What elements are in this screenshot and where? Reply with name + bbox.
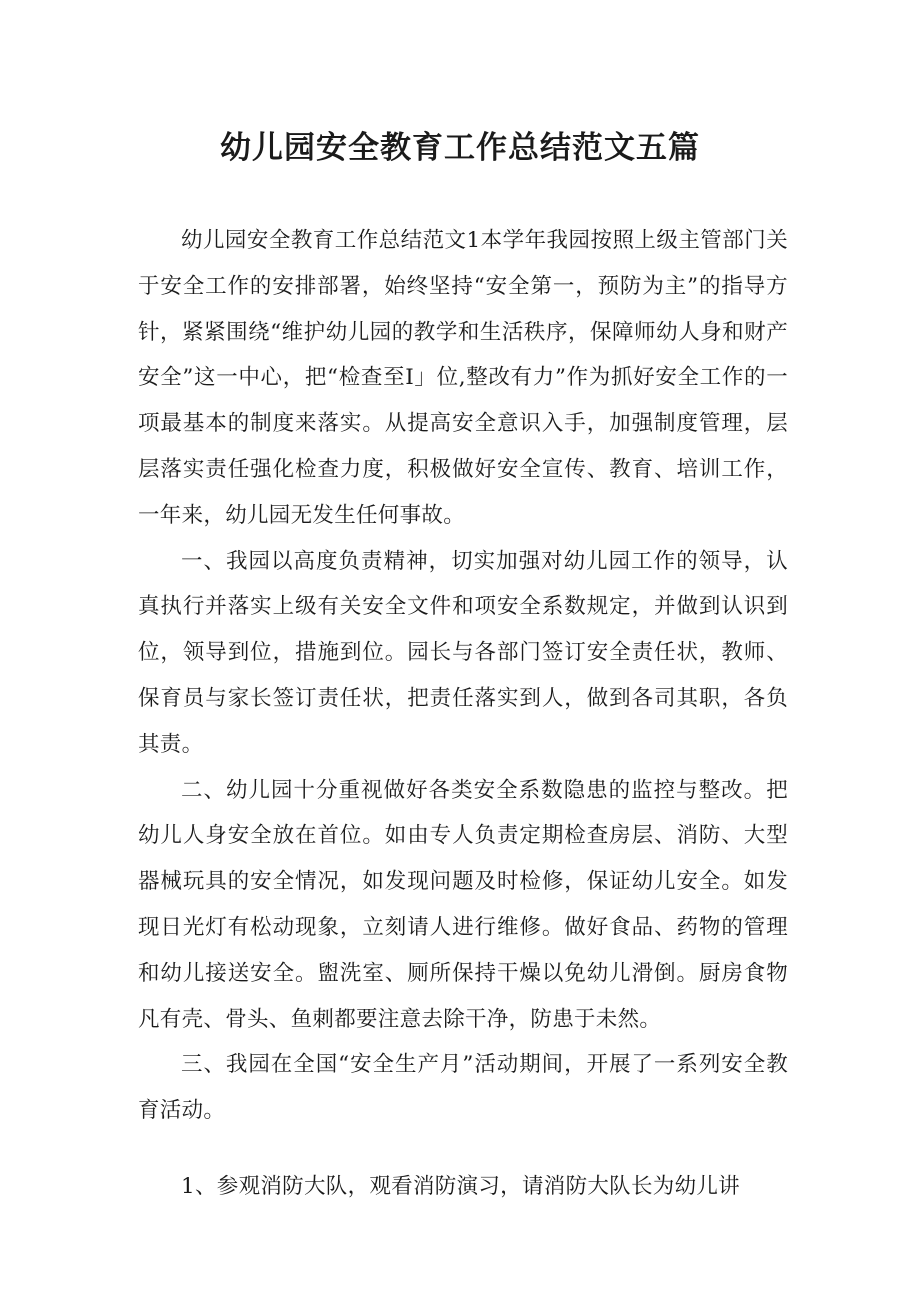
paragraph-section-2: 二、幼儿园十分重视做好各类安全系数隐患的监控与整改。把幼儿人身安全放在首位。如由专人负责定期检查房层、消防、大型器械玩具的安全情况，如发现问题及时检修，保证幼儿安全。如发现日光灯有松动现象，立刻请人进行维修。做好食品、药物的管理和幼儿接送安全。盥洗室、厕所保持干燥以免幼儿滑倒。厨房食物凡有壳、骨头、鱼刺都要注意去除干净，防患于未然。 [138, 777, 788, 1032]
paragraph-section-3: 三、我园在全国“安全生产月”活动期间，开展了一系列安全教育活动。 [138, 1052, 788, 1124]
document-title: 幼儿园安全教育工作总结范文五篇 [220, 130, 700, 166]
document-body [138, 218, 788, 1210]
paragraph-section-1: 一、我园以高度负责精神，切实加强对幼儿园工作的领导，认真执行并落实上级有关安全文件和项安全系数规定，并做到认识到位，领导到位，措施到位。园长与各部门签订安全责任状，教师、保育员与家长签订责任状，把责任落实到人，做到各司其职，各负其责。 [138, 548, 788, 757]
paragraph-list-item-1: 1、参观消防大队，观看消防演习，请消防大队长为幼儿讲 [181, 1173, 740, 1199]
paragraph-intro: 幼儿园安全教育工作总结范文1本学年我园按照上级主管部门关于安全工作的安排部署，始终坚持“安全第一，预防为主”的指导方针，紧紧围绕“维护幼儿园的教学和生活秩序，保障师幼人身和财产安全”这一中心，把“检查至I」位,整改有力”作为抓好安全工作的一项最基本的制度来落实。从提高安全意识入手，加强制度管理，层层落实责任强化检查力度，积极做好安全宣传、教育、培训工作，一年来，幼儿园无发生任何事故。 [138, 228, 788, 528]
